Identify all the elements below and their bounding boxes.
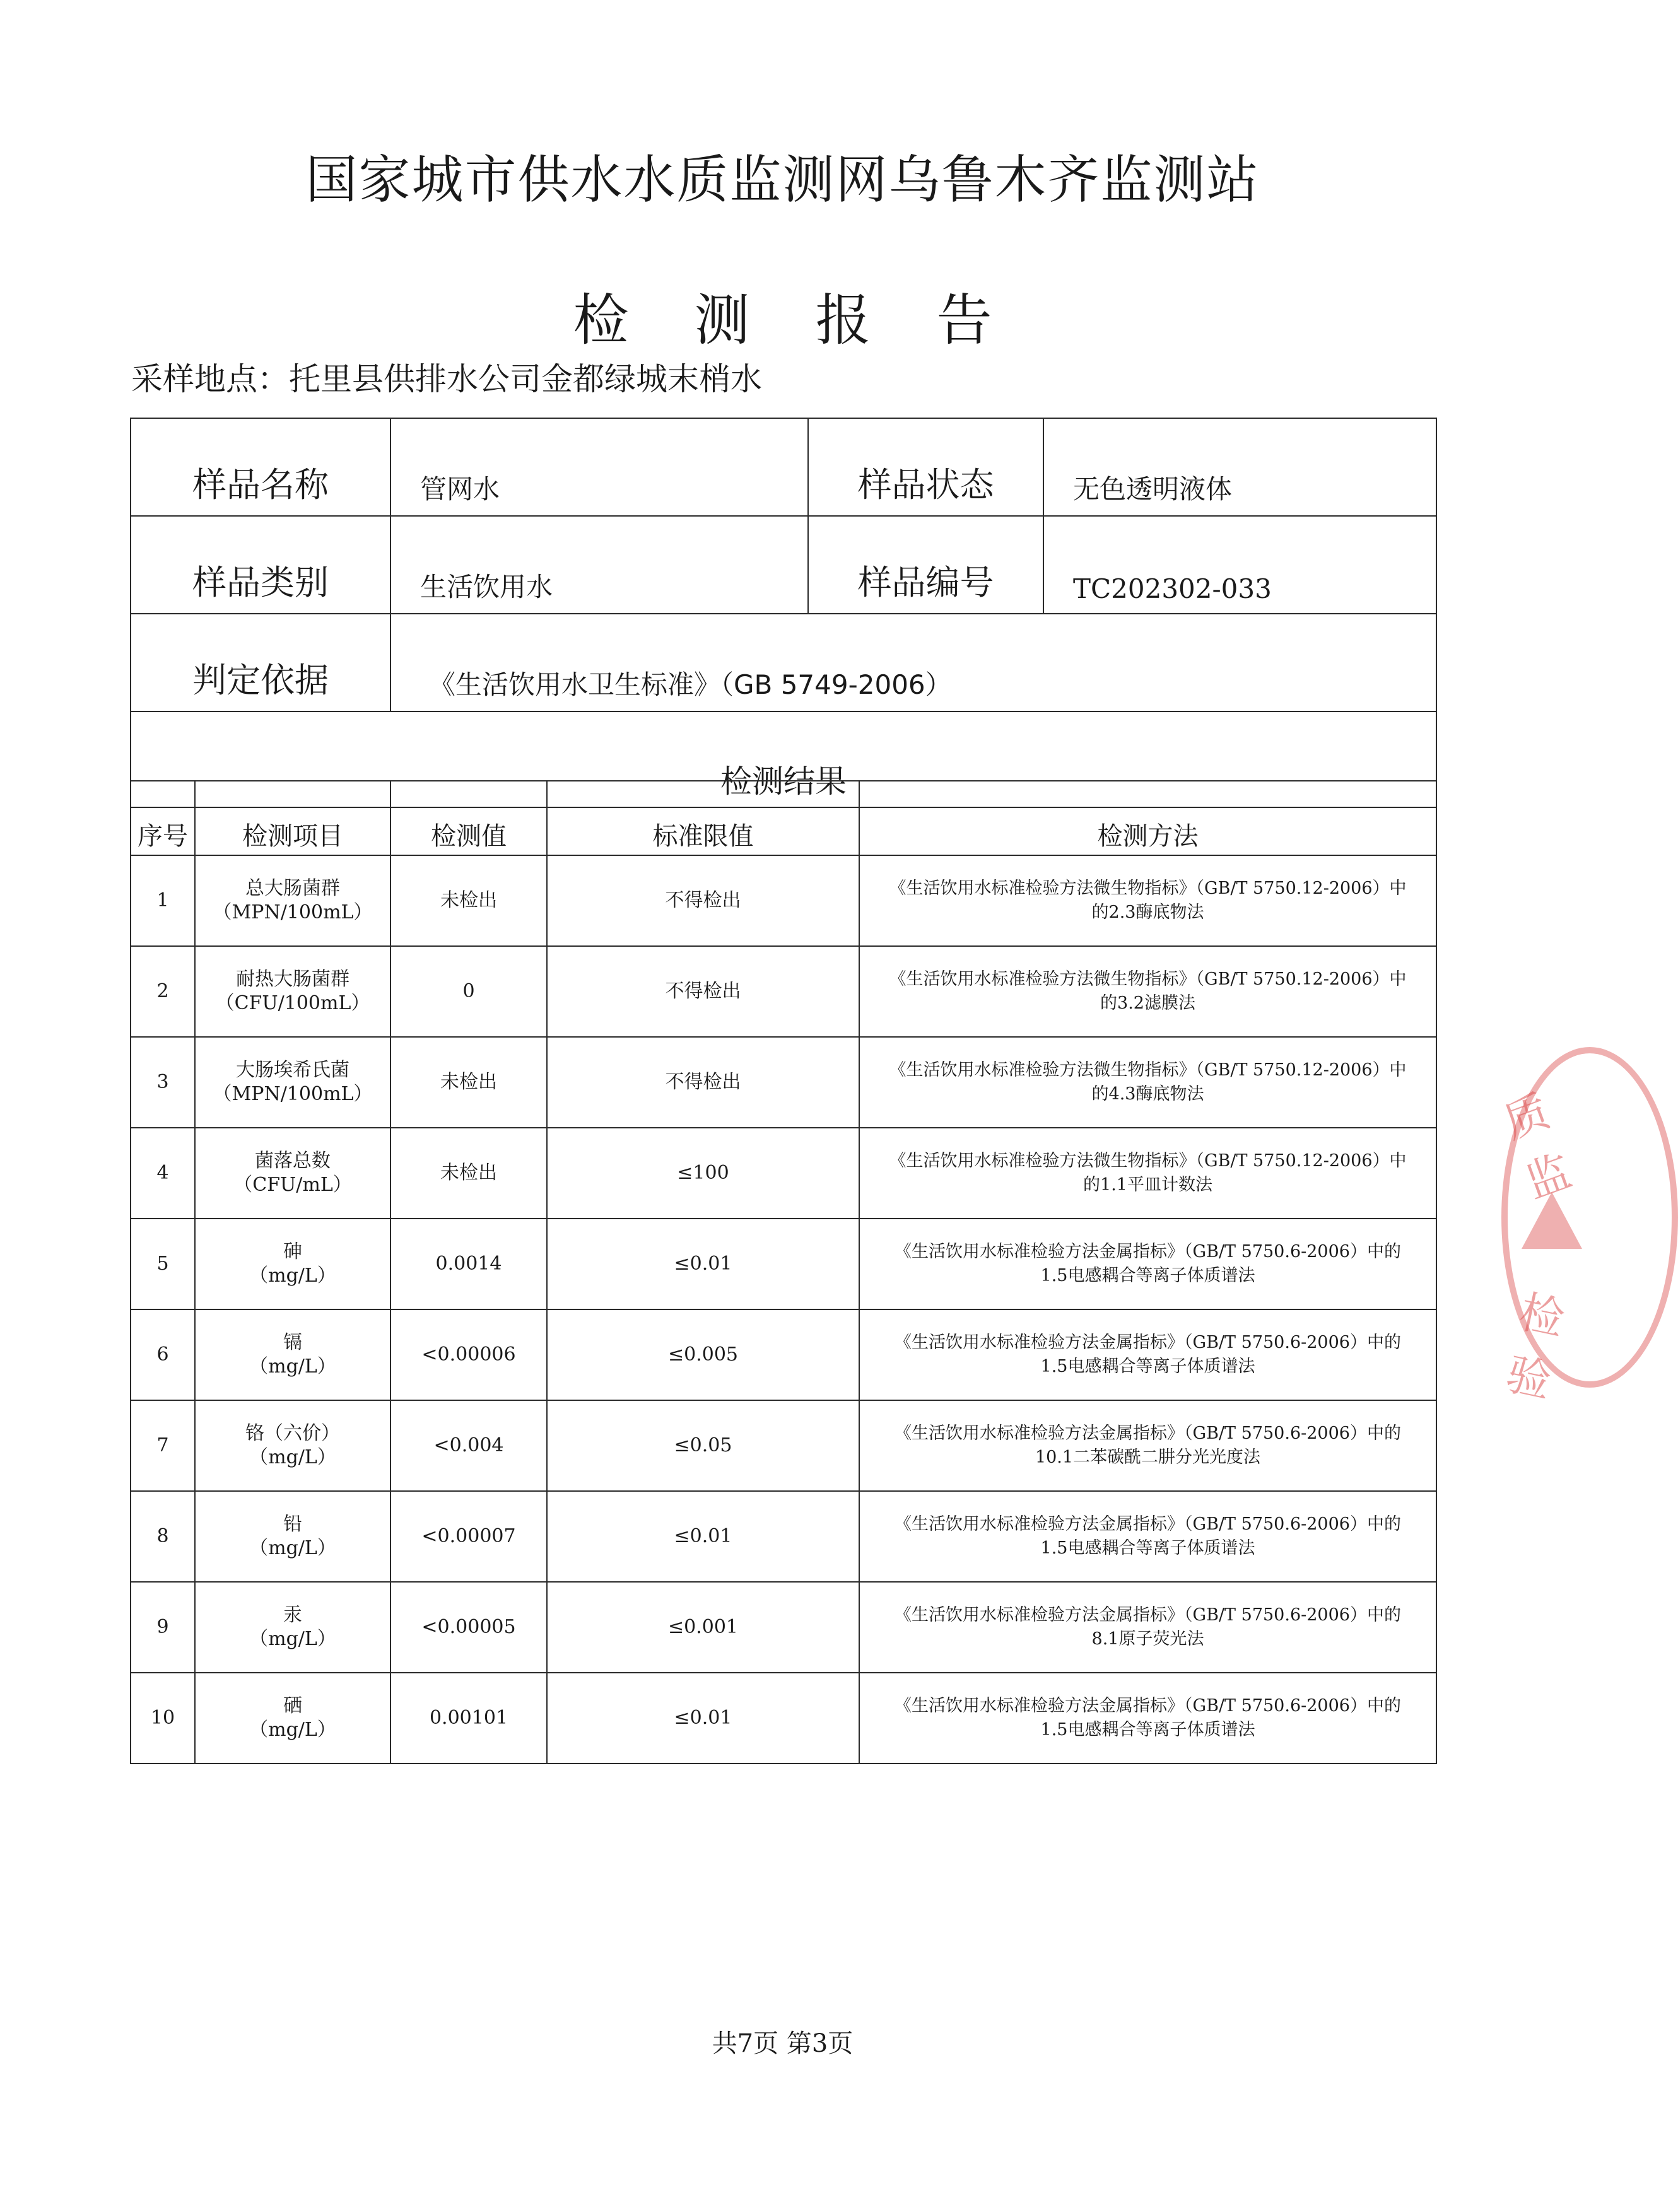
row-no: 8: [131, 1491, 195, 1582]
results-header-row: [131, 781, 1436, 855]
table-row: [131, 1309, 1436, 1400]
row-method: [859, 1400, 1436, 1491]
sample-name-label: 样品名称: [131, 418, 390, 516]
row-item: [195, 1582, 390, 1673]
row-value: <0.004: [390, 1400, 547, 1491]
header-no: 序号: [131, 781, 195, 855]
sample-id-value: TC202302-033: [1043, 516, 1436, 614]
report-title-char: 告: [936, 288, 992, 353]
method-line: 的3.2滤膜法: [1100, 993, 1195, 1013]
method-line: 《生活饮用水标准检验方法金属指标》（GB/T 5750.6-2006）中的: [895, 1424, 1401, 1443]
row-method: [859, 1037, 1436, 1128]
report-title-char: 检: [573, 288, 629, 353]
row-limit: ≤0.001: [547, 1582, 859, 1673]
seal-text-bottom: 检验: [1501, 1285, 1569, 1408]
item-unit: （mg/L）: [249, 1628, 336, 1650]
page-number: 共7页 第3页: [712, 2029, 854, 2058]
row-method: [859, 1128, 1436, 1219]
row-item: [195, 1309, 390, 1400]
info-row: [131, 614, 1436, 711]
item-name: 镉: [283, 1331, 302, 1354]
row-no: 9: [131, 1582, 195, 1673]
row-value: 0.00101: [390, 1673, 547, 1764]
table-row: [131, 946, 1436, 1037]
row-no: 5: [131, 1219, 195, 1309]
sample-name-value: 管网水: [390, 418, 808, 516]
item-name: 汞: [283, 1604, 302, 1626]
row-item: [195, 1219, 390, 1309]
row-value: <0.00006: [390, 1309, 547, 1400]
header-item: 检测项目: [195, 781, 390, 855]
item-unit: （mg/L）: [249, 1446, 336, 1468]
method-line: 《生活饮用水标准检验方法微生物指标》（GB/T 5750.12-2006）中: [889, 1060, 1407, 1080]
row-limit: ≤0.01: [547, 1219, 859, 1309]
method-line: 《生活饮用水标准检验方法金属指标》（GB/T 5750.6-2006）中的: [895, 1605, 1401, 1625]
item-name: 硒: [283, 1695, 302, 1717]
row-no: 3: [131, 1037, 195, 1128]
sample-info-table: [130, 418, 1437, 808]
item-name: 菌落总数: [255, 1150, 331, 1172]
row-limit: 不得检出: [547, 855, 859, 946]
info-row: [131, 418, 1436, 516]
table-row: [131, 1491, 1436, 1582]
row-method: [859, 1673, 1436, 1764]
results-body: [131, 855, 1436, 1764]
row-value: <0.00005: [390, 1582, 547, 1673]
basis-value: 《生活饮用水卫生标准》（GB 5749-2006）: [390, 614, 1436, 711]
sample-type-label: 样品类别: [131, 516, 390, 614]
header-value: 检测值: [390, 781, 547, 855]
method-line: 8.1原子荧光法: [1091, 1629, 1204, 1649]
method-line: 《生活饮用水标准检验方法微生物指标》（GB/T 5750.12-2006）中: [889, 1151, 1407, 1171]
basis-label: 判定依据: [131, 614, 390, 711]
row-no: 6: [131, 1309, 195, 1400]
row-limit: ≤0.01: [547, 1491, 859, 1582]
row-limit: ≤100: [547, 1128, 859, 1219]
method-line: 的2.3酶底物法: [1091, 903, 1204, 922]
method-line: 1.5电感耦合等离子体质谱法: [1040, 1357, 1255, 1376]
row-value: <0.00007: [390, 1491, 547, 1582]
row-item: [195, 1491, 390, 1582]
row-method: [859, 1219, 1436, 1309]
row-no: 2: [131, 946, 195, 1037]
table-row: [131, 1582, 1436, 1673]
sample-id-label: 样品编号: [808, 516, 1043, 614]
method-line: 《生活饮用水标准检验方法金属指标》（GB/T 5750.6-2006）中的: [895, 1242, 1401, 1261]
sample-type-value: 生活饮用水: [390, 516, 808, 614]
row-limit: ≤0.05: [547, 1400, 859, 1491]
table-row: [131, 1400, 1436, 1491]
table-row: [131, 1128, 1436, 1219]
method-line: 《生活饮用水标准检验方法金属指标》（GB/T 5750.6-2006）中的: [895, 1514, 1401, 1534]
row-item: [195, 855, 390, 946]
item-unit: （mg/L）: [249, 1719, 336, 1741]
organization-title: 国家城市供水水质监测网乌鲁木齐监测站: [305, 150, 1260, 210]
row-value: 0: [390, 946, 547, 1037]
header-limit: 标准限值: [547, 781, 859, 855]
method-line: 的4.3酶底物法: [1091, 1084, 1204, 1104]
row-limit: ≤0.005: [547, 1309, 859, 1400]
item-name: 铬（六价）: [245, 1422, 340, 1444]
item-unit: （CFU/mL）: [233, 1174, 352, 1196]
row-value: 0.0014: [390, 1219, 547, 1309]
header-method: 检测方法: [859, 781, 1436, 855]
item-name: 大肠埃希氏菌: [236, 1059, 349, 1081]
item-unit: （mg/L）: [249, 1355, 336, 1378]
row-value: 未检出: [390, 1037, 547, 1128]
row-no: 1: [131, 855, 195, 946]
results-table: [130, 780, 1437, 1764]
item-name: 耐热大肠菌群: [236, 968, 349, 990]
info-row: [131, 516, 1436, 614]
method-line: 《生活饮用水标准检验方法微生物指标》（GB/T 5750.12-2006）中: [889, 969, 1407, 989]
item-unit: （MPN/100mL）: [213, 1083, 373, 1105]
row-method: [859, 1309, 1436, 1400]
item-unit: （CFU/100mL）: [215, 992, 370, 1014]
sample-state-value: 无色透明液体: [1043, 418, 1436, 516]
item-name: 铅: [283, 1513, 302, 1535]
row-no: 10: [131, 1673, 195, 1764]
sampling-location: 采样地点：托里县供排水公司金都绿城末梢水: [131, 361, 762, 397]
row-item: [195, 1673, 390, 1764]
report-title-char: 测: [694, 288, 750, 353]
row-limit: ≤0.01: [547, 1673, 859, 1764]
table-row: [131, 1037, 1436, 1128]
table-row: [131, 1673, 1436, 1764]
method-line: 《生活饮用水标准检验方法微生物指标》（GB/T 5750.12-2006）中: [889, 879, 1407, 898]
row-value: 未检出: [390, 855, 547, 946]
item-name: 砷: [283, 1241, 302, 1263]
row-item: [195, 1037, 390, 1128]
report-title-char: 报: [815, 288, 871, 353]
method-line: 1.5电感耦合等离子体质谱法: [1040, 1720, 1255, 1740]
item-unit: （mg/L）: [249, 1537, 336, 1559]
table-row: [131, 1219, 1436, 1309]
row-item: [195, 1400, 390, 1491]
method-line: 1.5电感耦合等离子体质谱法: [1040, 1266, 1255, 1285]
results-title: 检测结果: [131, 711, 1436, 807]
row-method: [859, 946, 1436, 1037]
report-title: [0, 289, 1565, 352]
table-row: [131, 855, 1436, 946]
row-value: 未检出: [390, 1128, 547, 1219]
method-line: 10.1二苯碳酰二肼分光光度法: [1035, 1448, 1261, 1467]
item-name: 总大肠菌群: [245, 877, 340, 899]
row-item: [195, 946, 390, 1037]
method-line: 的1.1平皿计数法: [1083, 1175, 1212, 1195]
row-method: [859, 1491, 1436, 1582]
item-unit: （MPN/100mL）: [213, 901, 373, 923]
row-limit: 不得检出: [547, 1037, 859, 1128]
item-unit: （mg/L）: [249, 1265, 336, 1287]
row-limit: 不得检出: [547, 946, 859, 1037]
row-item: [195, 1128, 390, 1219]
seal-text-top: 质监: [1497, 1085, 1578, 1209]
method-line: 1.5电感耦合等离子体质谱法: [1040, 1538, 1255, 1558]
method-line: 《生活饮用水标准检验方法金属指标》（GB/T 5750.6-2006）中的: [895, 1696, 1401, 1716]
row-method: [859, 855, 1436, 946]
row-method: [859, 1582, 1436, 1673]
sample-state-label: 样品状态: [808, 418, 1043, 516]
method-line: 《生活饮用水标准检验方法金属指标》（GB/T 5750.6-2006）中的: [895, 1333, 1401, 1352]
row-no: 4: [131, 1128, 195, 1219]
row-no: 7: [131, 1400, 195, 1491]
